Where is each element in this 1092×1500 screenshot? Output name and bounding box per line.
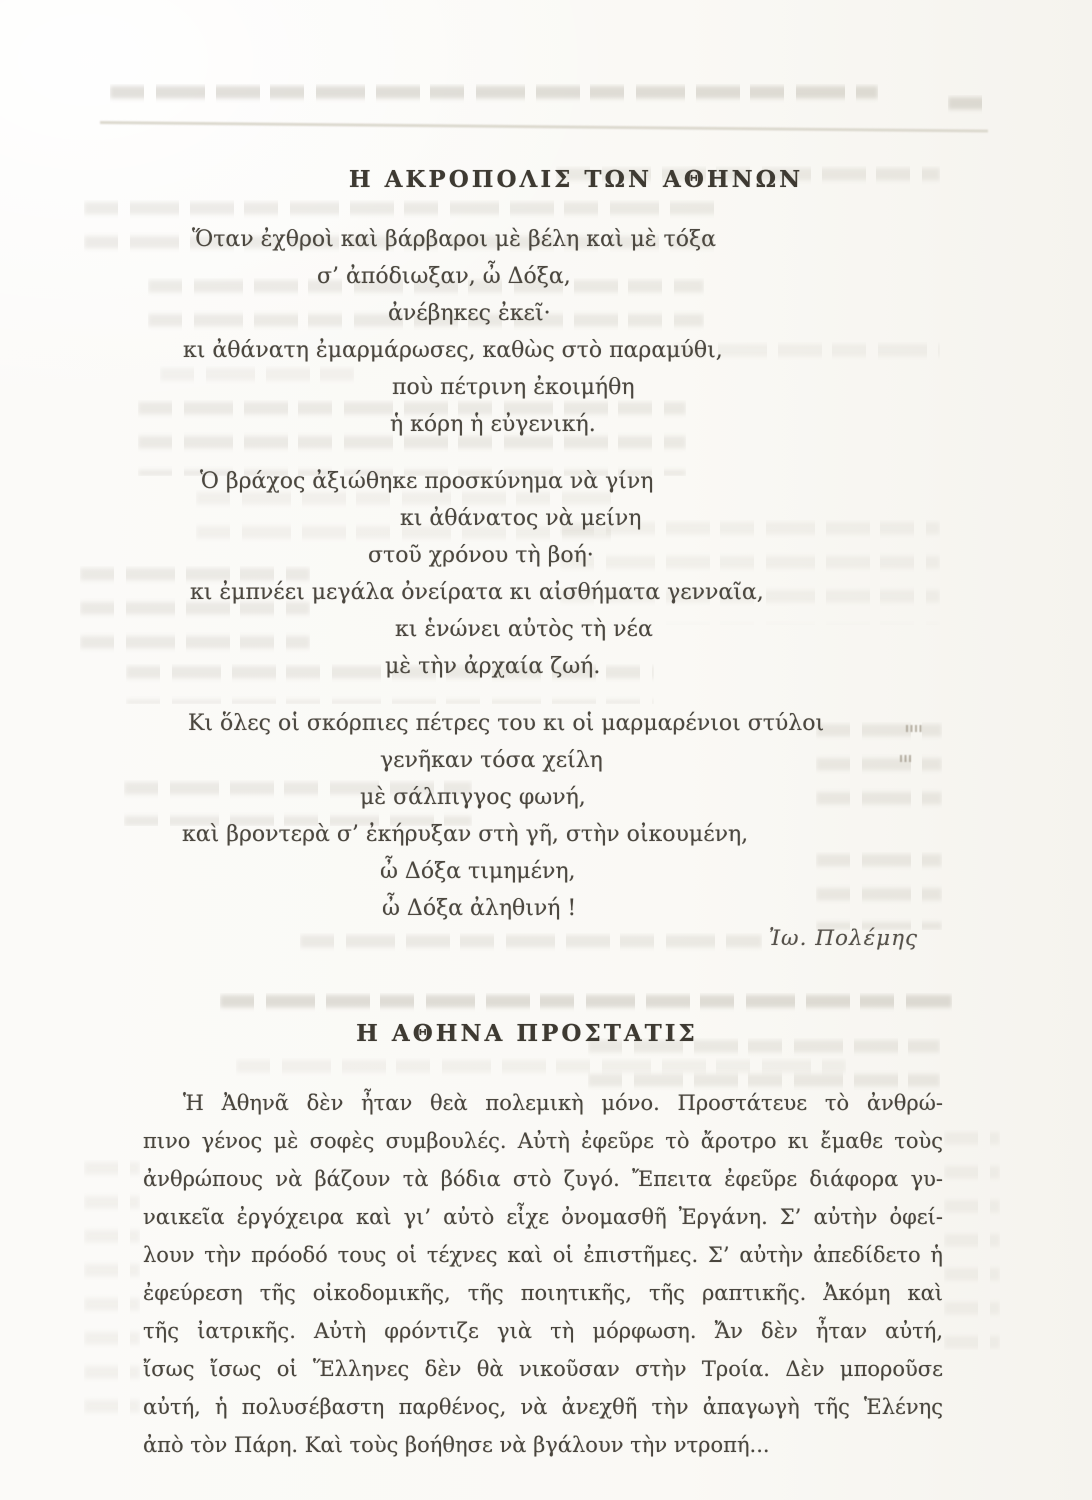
prose-line: ἴσως ἴσως οἱ Ἕλληνες δὲν θὰ νικοῦσαν στὴν Τροία. Δὲν μποροῦσε [143,1357,943,1381]
poem-line: ποὺ πέτρινη ἐκοιμήθη [392,375,635,400]
poem-line: μὲ σάλπιγγος φωνή, [360,785,586,810]
prose-line: ἐφεύρεση τῆς οἰκοδομικῆς, τῆς ποιητικῆς, τῆς ραπτικῆς. Ἀκόμη καὶ [143,1281,943,1305]
poem-stanza [0,705,1092,927]
poem-line: μὲ τὴν ἀρχαία ζωή. [385,654,601,679]
bleed-through-artifact [236,1058,846,1084]
prose-line: αὐτή, ἡ πολυσέβαστη παρθένος, νὰ ἀνεχθῆ τὴν ἀπαγωγὴ τῆς Ἑλένης [143,1395,943,1419]
prose-line: Ἡ Ἀθηνᾶ δὲν ἦταν θεὰ πολεμικὴ μόνο. Προστάτευε τὸ ἀνθρώ- [183,1091,943,1115]
poem-line: Κι ὅλες οἱ σκόρπιες πέτρες του κι οἱ μαρμαρένιοι στύλοι [188,711,825,736]
bleed-through-artifact [944,1130,1000,1350]
poem [0,221,1092,927]
poem-stanza [0,463,1092,685]
poem-stanza [0,221,1092,443]
prose-line: ἀπὸ τὸν Πάρη. Καὶ τοὺς βοήθησε νὰ βγάλουν τὴν ντροπή... [143,1433,770,1457]
poem-author: Ἰω. Πολέμης [768,926,918,951]
bleed-through-page-number [948,95,994,115]
poem-line: κι ἀθάνατη ἐμαρμάρωσες, καθὼς στὸ παραμύθι, [183,338,723,363]
poem-line: ὦ Δόξα τιμημένη, [380,859,576,884]
poem-line: Ὁ βράχος ἀξιώθηκε προσκύνημα νὰ γίνη [200,469,654,494]
poem-line: γενῆκαν τόσα χείλη [380,748,603,773]
poem-line: ὦ Δόξα ἀληθινή ! [382,896,577,921]
prose-title: Η ΑΘΗΝΑ ΠΡΟΣΤΑΤΙΣ [356,1020,698,1047]
poem-line: ἀνέβηκες ἐκεῖ· [388,301,551,326]
poem-line: κι ἑνώνει αὐτὸς τὴ νέα [395,617,653,642]
prose-line: λουν τὴν πρόοδό τους οἱ τέχνες καὶ οἱ ἐπιστῆμες. Σ’ αὐτὴν ἀπεδίδετο ἡ [143,1243,943,1267]
bleed-through-artifact [84,1160,140,1420]
poem-line: κι ἀθάνατος νὰ μείνη [400,506,642,531]
prose-line: πινο γένος μὲ σοφὲς συμβουλές. Αὐτὴ ἐφεῦρε τὸ ἄροτρο κι ἔμαθε τοὺς [143,1129,943,1153]
poem-line: ἡ κόρη ἡ εὐγενική. [390,412,596,437]
poem-line: σ’ ἀπόδιωξαν, ὦ Δόξα, [317,264,571,289]
prose-line: ναικεῖα ἐργόχειρα καὶ γι’ αὐτὸ εἶχε ὀνομασθῆ Ἐργάνη. Σ’ αὐτὴν ὀφεί- [143,1205,943,1229]
bleed-through-artifact [110,84,878,118]
bleed-through-rule [100,121,988,132]
poem-line: Ὅταν ἐχθροὶ καὶ βάρβαροι μὲ βέλη καὶ μὲ τόξα [192,227,716,252]
poem-title: Η ΑΚΡΟΠΟΛΙΣ ΤΩΝ ΑΘΗΝΩΝ [348,166,804,193]
poem-line: κι ἐμπνέει μεγάλα ὀνείρατα κι αἰσθήματα γενναῖα, [190,580,764,605]
poem-line: καὶ βροντερὰ σ’ ἐκήρυξαν στὴ γῆ, στὴν οἰκουμένη, [182,822,749,847]
poem-line: στοῦ χρόνου τὴ βοή· [368,543,594,568]
prose-line: τῆς ἰατρικῆς. Αὐτὴ φρόντιζε γιὰ τὴ μόρφωση. Ἄν δὲν ἦταν αὐτή, [143,1319,943,1343]
prose-line: ἀνθρώπους νὰ βάζουν τὰ βόδια στὸ ζυγό. Ἔπειτα ἐφεῦρε διάφορα γυ- [143,1167,943,1191]
prose-paragraph [143,1084,943,1464]
